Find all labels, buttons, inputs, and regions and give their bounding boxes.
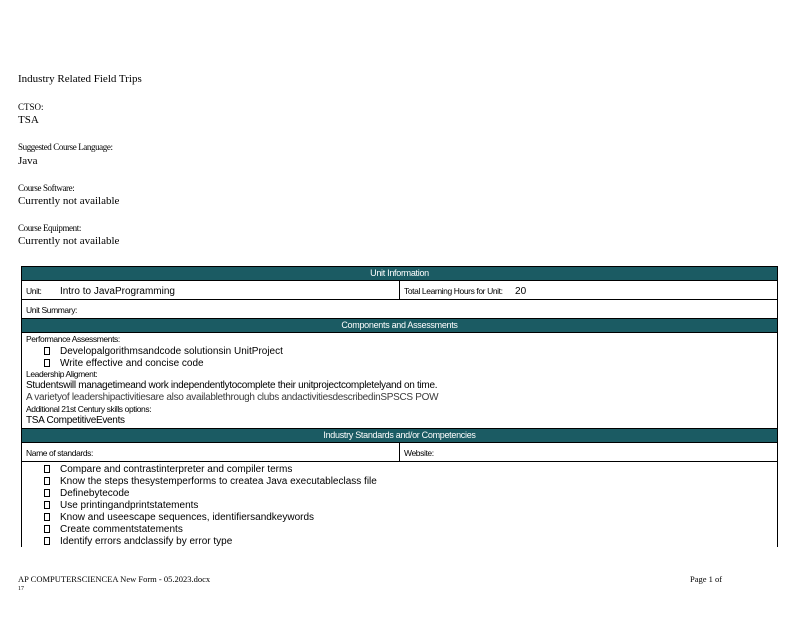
unit-label: Unit: bbox=[26, 286, 42, 296]
list-item bbox=[26, 357, 773, 369]
hours-label: Total Learning Hours for Unit: bbox=[404, 286, 503, 296]
list-item bbox=[26, 345, 773, 357]
standard-item: Compare and contrastinterpreter and compiler terms bbox=[60, 463, 293, 475]
standard-item: Know and useescape sequences, identifiersandkeywords bbox=[60, 511, 315, 523]
language-label: Suggested Course Language: bbox=[18, 142, 113, 152]
performance-item: Write effective and concise code bbox=[60, 357, 204, 369]
ctso-label: CTSO: bbox=[18, 102, 44, 112]
bullet-icon bbox=[44, 359, 50, 367]
standard-item: Create commentstatements bbox=[60, 523, 183, 535]
footer-page-total: 17 bbox=[18, 586, 24, 592]
footer-filename: AP COMPUTERSCIENCEA New Form - 05.2023.docx bbox=[18, 574, 211, 584]
list-item bbox=[26, 475, 773, 487]
bullet-icon bbox=[44, 513, 50, 521]
unit-table bbox=[21, 266, 778, 547]
footer-page: Page 1 of bbox=[690, 574, 723, 584]
bullet-icon bbox=[44, 489, 50, 497]
bullet-icon bbox=[44, 537, 50, 545]
website-label: Website: bbox=[404, 448, 434, 458]
language-value: Java bbox=[18, 155, 38, 167]
header-components-assessments: Components and Assessments bbox=[22, 319, 778, 333]
leadership-line-2: A varietyof leadershipactivitiesare also availablethrough clubs andactivitiesdescribedinSPSCS POW bbox=[26, 392, 439, 403]
website-cell bbox=[400, 443, 778, 462]
bullet-icon bbox=[44, 465, 50, 473]
summary-label: Unit Summary: bbox=[26, 305, 78, 315]
equipment-value: Currently not available bbox=[18, 235, 120, 247]
hours-value: 20 bbox=[515, 286, 527, 297]
header-unit-information: Unit Information bbox=[22, 267, 778, 281]
skills-value: TSA CompetitiveEvents bbox=[26, 415, 125, 426]
list-item bbox=[26, 499, 773, 511]
standard-item: Definebytecode bbox=[60, 487, 130, 499]
unit-cell bbox=[22, 281, 400, 300]
bullet-icon bbox=[44, 347, 50, 355]
summary-cell bbox=[22, 300, 778, 319]
standard-item: Identify errors andclassify by error type bbox=[60, 535, 233, 547]
leadership-label: Leadership Aligment: bbox=[26, 369, 98, 379]
header-industry-standards: Industry Standards and/or Competencies bbox=[22, 429, 778, 443]
leadership-line-1: Studentswill managetimeand work independentlytocomplete their unitprojectcompletelyand on time. bbox=[26, 380, 438, 391]
standards-cell bbox=[22, 462, 778, 548]
hours-cell bbox=[400, 281, 778, 300]
bullet-icon bbox=[44, 501, 50, 509]
skills-label: Additional 21st Century skills options: bbox=[26, 404, 152, 414]
equipment-label: Course Equipment: bbox=[18, 223, 81, 233]
section-title: Industry Related Field Trips bbox=[18, 73, 142, 85]
list-item bbox=[26, 463, 773, 475]
unit-value: Intro to JavaProgramming bbox=[59, 286, 175, 297]
bullet-icon bbox=[44, 525, 50, 533]
components-cell bbox=[22, 333, 778, 429]
list-item bbox=[26, 511, 773, 523]
software-value: Currently not available bbox=[18, 195, 120, 207]
standards-name-label: Name of standards: bbox=[26, 448, 93, 458]
ctso-value: TSA bbox=[18, 114, 39, 126]
list-item bbox=[26, 523, 773, 535]
software-label: Course Software: bbox=[18, 183, 75, 193]
performance-item: Developalgorithmsandcode solutionsin UnitProject bbox=[60, 345, 283, 357]
performance-label: Performance Assessments: bbox=[26, 334, 120, 344]
bullet-icon bbox=[44, 477, 50, 485]
list-item bbox=[26, 535, 773, 547]
standards-name-cell bbox=[22, 443, 400, 462]
list-item bbox=[26, 487, 773, 499]
standard-item: Know the steps thesystemperforms to createa Java executableclass file bbox=[60, 475, 377, 487]
standard-item: Use printingandprintstatements bbox=[60, 499, 199, 511]
